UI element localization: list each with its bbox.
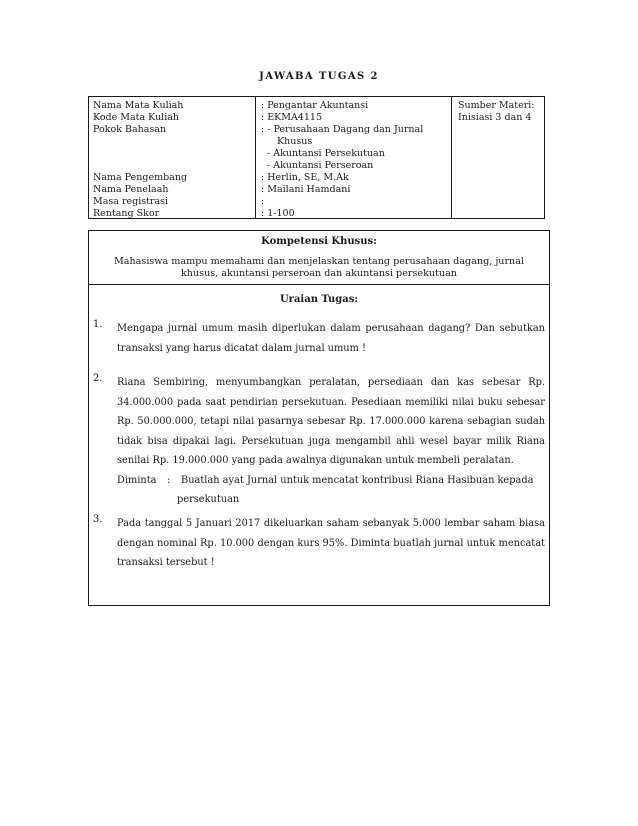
page-title: JAWABA TUGAS 2	[259, 71, 379, 82]
label-registration: Masa registrasi	[93, 196, 169, 207]
info-values-column	[256, 97, 452, 218]
question-2-text: Riana Sembiring, menyumbangkan peralatan, persediaan dan kas sebesar Rp. 34.000.000 pada saat pendirian persekutuan. Pesediaan memiliki nilai buku sebesar Rp. 50.000.000, tetapi nilai pasarnya sebesar Rp. 17.000.000 karena sebagian sudah tidak bisa dipakai lagi. Persekutuan juga mengambil ahli wesel bayar milik Riana senilai Rp. 19.000.000 yang pada awalnya digunakan untuk membeli peralatan.	[117, 377, 545, 466]
info-labels-column	[89, 97, 256, 218]
diminta-text: Buatlah ayat Jurnal untuk mencatat kontribusi Riana Hasibuan kepada	[181, 474, 534, 486]
value-topic-2: - Akuntansi Persekutuan	[267, 148, 385, 159]
question-3-text: Pada tanggal 5 Januari 2017 dikeluarkan saham sebanyak 5.000 lembar saham biasa dengan nominal Rp. 10.000 dengan kurs 95%. Diminta buatlah jurnal untuk mencatat transaksi tersebut !	[117, 518, 545, 568]
uraian-title: Uraian Tugas:	[279, 294, 359, 305]
value-registration: :	[261, 196, 265, 207]
label-course-code: Kode Mata Kuliah	[93, 112, 180, 123]
question-2	[93, 373, 545, 510]
label-score-range: Rentang Skor	[93, 208, 160, 219]
question-1-number: 1.	[93, 319, 103, 330]
source-value: Inisiasi 3 dan 4	[458, 112, 532, 123]
section-divider	[89, 284, 549, 285]
value-reviewer: : Mailani Hamdani	[261, 184, 351, 195]
label-course-name: Nama Mata Kuliah	[93, 100, 184, 111]
course-info-table	[88, 96, 545, 219]
question-1	[93, 319, 545, 358]
value-course-name: : Pengantar Akuntansi	[261, 100, 369, 111]
value-topic-1-cont: Khusus	[277, 136, 313, 147]
value-topic-1: : - Perusahaan Dagang dan Jurnal	[261, 124, 424, 135]
value-score-range: : 1-100	[261, 208, 295, 219]
task-box	[88, 230, 550, 606]
question-2-number: 2.	[93, 373, 103, 384]
value-developer: : Herlin, SE, M.Ak	[261, 172, 349, 183]
diminta-label: Diminta	[117, 474, 157, 486]
diminta-continuation: persekutuan	[177, 494, 240, 505]
label-topics: Pokok Bahasan	[93, 124, 167, 135]
question-3-number: 3.	[93, 514, 103, 525]
question-2-instruction	[117, 471, 545, 491]
value-topic-3: - Akuntansi Perseroan	[267, 160, 374, 171]
label-developer: Nama Pengembang	[93, 172, 188, 183]
value-course-code: : EKMA4115	[261, 112, 323, 123]
kompetensi-text: Mahasiswa mampu memahami dan menjelaskan tentang perusahaan dagang, jurnal khusus, akuntansi perseroan dan akuntansi persekutuan	[113, 256, 525, 279]
kompetensi-title: Kompetensi Khusus:	[261, 236, 377, 247]
diminta-colon: :	[167, 474, 171, 486]
source-label: Sumber Materi:	[458, 100, 535, 111]
label-reviewer: Nama Penelaah	[93, 184, 169, 195]
question-3	[93, 514, 545, 573]
question-1-text: Mengapa jurnal umum masih diperlukan dalam perusahaan dagang? Dan sebutkan transaksi yang harus dicatat dalam jurnal umum !	[117, 323, 545, 354]
info-source-column	[452, 97, 544, 218]
